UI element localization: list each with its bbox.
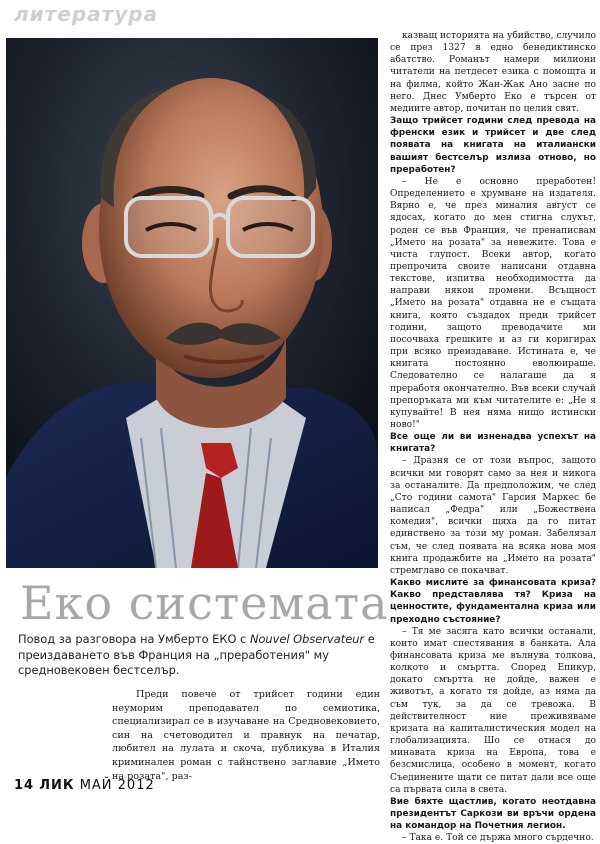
page-footer xyxy=(14,778,155,793)
interview-answer: казващ историята на убийство, случило се през 1327 в едно бенедиктинско абатство. Романът намери милиони читатели на петдесет езика с помощта и на филма, който Жан-Жак Ано засне по него. Днес Умберто Еко е търсен от медиите автор, почитан по целия свят. xyxy=(390,31,596,114)
article-title: Еко системата xyxy=(20,576,389,630)
lede-before: Повод за разговора на Умберто ЕКО с xyxy=(18,632,250,646)
interview-question: Какво мислите за финансовата криза? Какво представлява тя? Криза на ценностите, фундаментална криза или преходно състояние? xyxy=(390,578,596,625)
interview-answer: – Тя ме засяга като всички останали, които имат спестявания в банката. Ала финансовата криза ме вълнува толкова, колкото и смъртта. Според Епикур, докато смъртта не дойде, важен е животът, а когато тя дойде, аз няма да съм тук, за да се тревожа. В действителност ние преживяваме кризата на капиталистическия модел на глобализацията. Шо се отнася до минавата криза на Европа, това е безсмислица, особено в момент, когато Съединените щати се питат дали все още са първата сила в света. xyxy=(390,626,596,795)
lede-after: е преиздаването във Франция на „преработения" му средновековен бестселър. xyxy=(18,632,375,677)
lede-magazine: Nouvel Observateur xyxy=(249,632,365,646)
interview-answer: – Не е основно преработен! Определението е хрумване на издателя. Вярно е, че през миналия август се ядосах, когато до мен стигна слухът, роден се във Франция, че пренаписвам „Името на розата" за невежите. Това е чиста глупост. Всеки автор, когато препрочита своите написани отдавна текстове, изпитва необходимостта да направи някои промени. Всъщност „Името на розата" отдавна не е същата книга, която създадох преди трийсет години, защото преводачите ми посочваха грешките и аз ги коригирах при всяко преиздаване. Истината е, че книгата постоянно еволюираше. Следователно се налагаше да я преработя окончателно. Във всеки случай препоръката ми към читателите е: „Не я купувайте! В нея няма нищо истински ново!" xyxy=(390,176,596,430)
magazine-name: ЛИК xyxy=(39,778,75,793)
intro-column xyxy=(112,688,380,783)
interview-column xyxy=(390,30,596,844)
author-portrait-photo xyxy=(6,38,378,568)
interview-question: Все още ли ви изненадва успехът на книгата? xyxy=(390,432,596,455)
interview-answer: – Така е. Той се държа много сърдечно. xyxy=(402,833,594,844)
page-number: 14 xyxy=(14,778,35,793)
interview-answer: – Дразня се от този въпрос, защото всички ми говорят само за нея и никога за останалите. Да предположим, че след „Сто години самота" Гарсия Маркес бе написал „Федра" или „Божествена комедия", всички щяха да го питат единствено за този му роман. Забелязал съм, че след появата на всяка нова моя книга продажбите на „Името на розата" стремглаво се покачват. xyxy=(390,456,596,576)
lede xyxy=(18,632,378,679)
interview-question: Вие бяхте щастлив, когато неотдавна президентът Саркози ви връчи ордена на командор на Почетния легион. xyxy=(390,796,596,832)
section-label: литература xyxy=(14,2,159,26)
portrait-illustration xyxy=(6,38,378,568)
interview-question: Защо трийсет години след превода на френски език и трийсет и две след появата на книгата на италиански вашият бестселър излиза отново, но преработен? xyxy=(390,116,596,175)
intro-paragraph: Преди повече от трийсет години един неуморим преподавател по семиотика, специализирал се в изучаване на Средновековието, син на счетоводител и правнук на печатар, любител на лулата и скоча, публикува в Италия криминален роман с тайнствено заглавие „Името на розата", раз- xyxy=(112,689,380,782)
issue-date: МАЙ 2012 xyxy=(79,778,155,793)
